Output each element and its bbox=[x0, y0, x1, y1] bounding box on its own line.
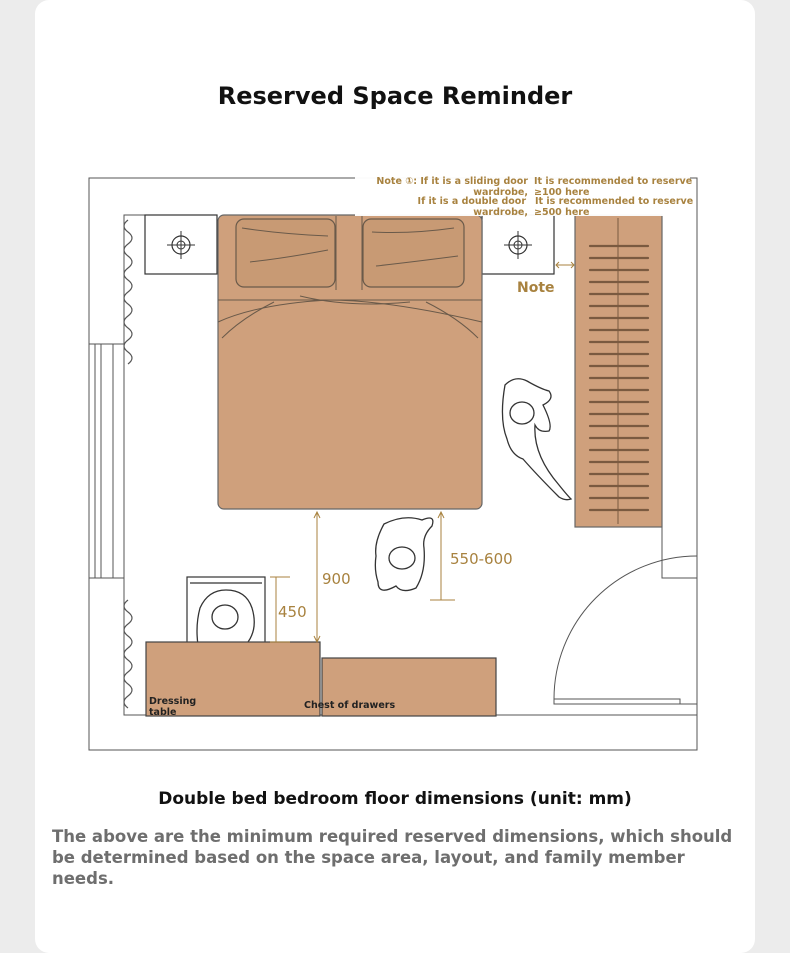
note-line2-left: wardrobe, bbox=[473, 187, 528, 198]
nightstand-left bbox=[145, 215, 217, 274]
wardrobe bbox=[575, 215, 662, 527]
person-standing-icon bbox=[502, 379, 571, 500]
curtain-top bbox=[124, 220, 132, 364]
person-walking-icon bbox=[375, 518, 433, 591]
note-dimension-arrow bbox=[556, 262, 574, 268]
chest-of-drawers-label: Chest of drawers bbox=[304, 700, 396, 711]
page-title: Reserved Space Reminder bbox=[217, 82, 573, 110]
double-bed bbox=[218, 215, 482, 509]
curtain-bottom bbox=[124, 600, 132, 708]
dressing-table-label-line2: table bbox=[149, 707, 177, 718]
window-left bbox=[89, 344, 124, 578]
note-line2-right: ≥100 here bbox=[534, 187, 590, 198]
dimension-550-600-label: 550-600 bbox=[450, 550, 513, 568]
dressing-table-label-line1: Dressing bbox=[149, 696, 197, 707]
note-line4-right: ≥500 here bbox=[534, 207, 590, 218]
diagram-caption: Double bed bedroom floor dimensions (unit: mm) bbox=[158, 789, 632, 809]
note-line1-right: It is recommended to reserve bbox=[534, 176, 693, 187]
dimension-450-label: 450 bbox=[278, 603, 307, 621]
note-line3-right: It is recommended to reserve bbox=[535, 196, 694, 207]
note-line4-left: wardrobe, bbox=[473, 207, 528, 218]
nightstand-right bbox=[482, 215, 554, 274]
description-text: The above are the minimum required reserved dimensions, which should be determined based on the space area, layout, and family member needs. bbox=[52, 827, 733, 888]
note-marker: Note bbox=[517, 280, 555, 296]
dimension-900-label: 900 bbox=[322, 570, 351, 588]
note-line3-left: If it is a double door bbox=[417, 196, 526, 207]
note-line1-left: Note ①: If it is a sliding door bbox=[376, 176, 528, 187]
